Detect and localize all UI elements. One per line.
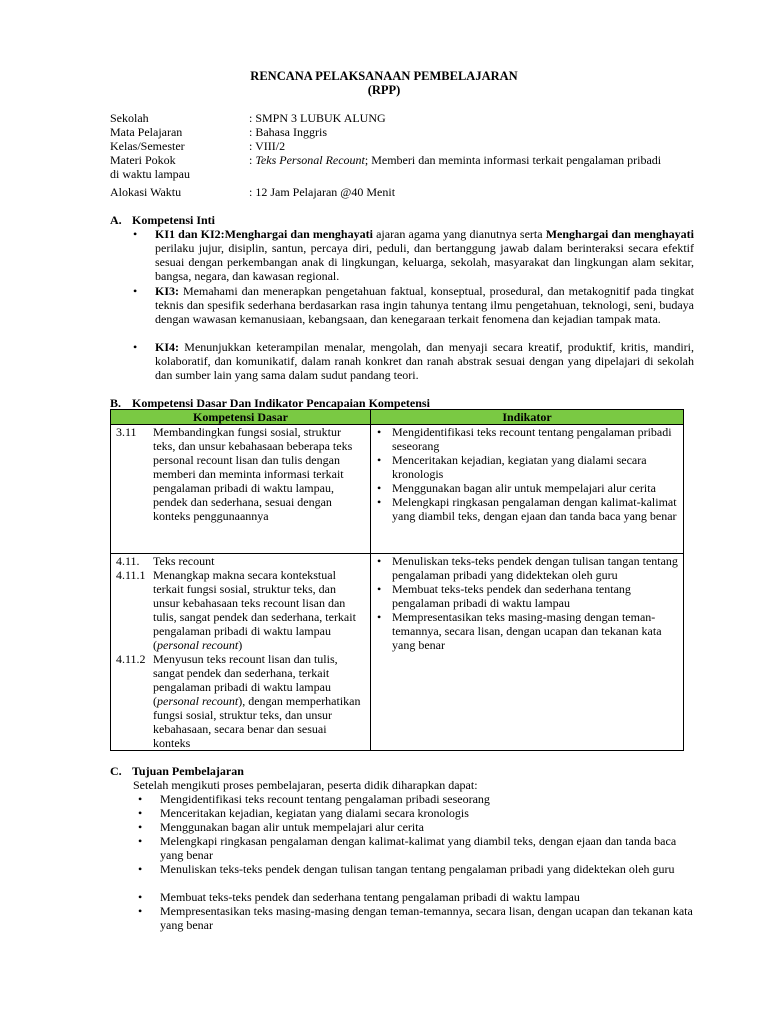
indicator-item: • Melengkapi ringkasan pengalaman dengan kalimat-kalimat yang diambil teks, dengan ejaan dan tanda baca yang benar [377, 495, 677, 523]
info-value: : Teks Personal Recount; Memberi dan meminta informasi terkait pengalaman pribadi [249, 153, 662, 167]
info-value: : VIII/2 [249, 139, 286, 153]
section-a-heading: A. Kompetensi Inti [110, 213, 216, 227]
tujuan-item: • Melengkapi ringkasan pengalaman dengan kalimat-kalimat yang diambil teks, dengan ejaan dan tanda baca yang benar [138, 834, 677, 862]
doc-title: RENCANA PELAKSANAAN PEMBELAJARAN [250, 69, 518, 83]
info-label: Materi Pokok [110, 153, 176, 167]
tujuan-item: • Mengidentifikasi teks recount tentang pengalaman pribadi seseorang [138, 792, 490, 806]
col-indikator: Indikator [371, 410, 684, 425]
doc-subtitle: (RPP) [367, 83, 401, 97]
info-label: Alokasi Waktu [110, 185, 182, 199]
kd-4-11-1: 4.11.1 Menangkap makna secara kontekstual terkait fungsi sosial, struktur teks, dan unsur kebahasaan teks recount lisan dan tulis, sangat pendek dan sederhana, terkait pengalaman pribadi di waktu lampau (personal recount) [116, 568, 356, 652]
section-c-heading: C. Tujuan Pembelajaran [110, 764, 244, 778]
tujuan-item: • Menceritakan kejadian, kegiatan yang dialami secara kronologis [138, 806, 469, 820]
tujuan-item: • Menuliskan teks-teks pendek dengan tulisan tangan tentang pengalaman pribadi yang didektekan oleh guru [138, 862, 675, 876]
indicator-item: • Menceritakan kejadian, kegiatan yang dialami secara kronologis [377, 453, 647, 481]
indicator-cell [371, 425, 684, 554]
info-label: Kelas/Semester [110, 139, 185, 153]
info-label: Sekolah [110, 111, 149, 125]
kd-cell [111, 425, 371, 554]
indicator-cell [371, 554, 684, 751]
indicator-item: • Mengidentifikasi teks recount tentang pengalaman pribadi seseorang [377, 425, 672, 453]
kd-3-11: 3.11 Membandingkan fungsi sosial, struktur teks, dan unsur kebahasaan beberapa teks personal recount lisan dan tulis dengan memberi dan meminta informasi terkait pengalaman pribadi di waktu lampau, pendek dan sederhana, sesuai dengan konteks penggunaannya [116, 425, 353, 523]
section-b-heading: B. Kompetensi Dasar Dan Indikator Pencapaian Kompetensi [110, 396, 430, 410]
col-kompetensi-dasar: Kompetensi Dasar [111, 410, 371, 425]
ki4-paragraph: • KI4: Menunjukkan keterampilan menalar, mengolah, dan menyaji secara kreatif, produktif, kritis, mandiri, kolaboratif, dan komunikatif, dalam ranah konkret dan ranah abstrak sesuai dengan yang dipelajari di sekolah dan sumber lain yang sama dalam sudut pandang teori. [133, 340, 694, 382]
tujuan-intro: Setelah mengikuti proses pembelajaran, peserta didik diharapkan dapat: [133, 778, 478, 792]
info-materi-cont: di waktu lampau [110, 167, 190, 181]
ki3-paragraph: • KI3: Memahami dan menerapkan pengetahuan faktual, konseptual, prosedural, dan metakognitif pada tingkat teknis dan spesifik sederhana berdasarkan rasa ingin tahunya tentang ilmu pengetahuan, teknologi, seni, budaya dengan wawasan kemanusiaan, kebangsaan, dan kenegaraan terkait fenomena dan kejadian tampak mata. [133, 284, 694, 326]
info-value: : Bahasa Inggris [249, 125, 327, 139]
tujuan-item: • Mempresentasikan teks masing-masing dengan teman-temannya, secara lisan, dengan ucapan dan tekanan kata yang benar [138, 904, 693, 932]
info-value: : 12 Jam Pelajaran @40 Menit [249, 185, 396, 199]
indicator-item: • Menggunakan bagan alir untuk mempelajari alur cerita [377, 481, 656, 495]
info-label: Mata Pelajaran [110, 125, 183, 139]
kd-cell [111, 554, 371, 751]
indicator-item: • Mempresentasikan teks masing-masing dengan teman-temannya, secara lisan, dengan ucapan dan tekanan kata yang benar [377, 610, 662, 652]
tujuan-item: • Membuat teks-teks pendek dan sederhana tentang pengalaman pribadi di waktu lampau [138, 890, 580, 904]
kd-4-11-2: 4.11.2 Menyusun teks recount lisan dan tulis, sangat pendek dan sederhana, terkait pengalaman pribadi di waktu lampau (personal recount), dengan memperhatikan fungsi sosial, struktur teks, dan unsur kebahasaan, secara benar dan sesuai konteks [116, 652, 361, 750]
ki12-paragraph: • KI1 dan KI2:Menghargai dan menghayati ajaran agama yang dianutnya serta Menghargai dan menghayati perilaku jujur, disiplin, santun, percaya diri, peduli, dan bertanggung jawab dalam berinteraksi secara efektif sesuai dengan perkembangan anak di lingkungan, keluarga, sekolah, masyarakat dan lingkungan alam sekitar, bangsa, negara, dan kawasan regional. [133, 227, 695, 283]
kd-4-11: 4.11. Teks recount [116, 554, 215, 568]
indicator-item: • Membuat teks-teks pendek dan sederhana tentang pengalaman pribadi di waktu lampau [377, 582, 631, 610]
indicator-item: • Menuliskan teks-teks pendek dengan tulisan tangan tentang pengalaman pribadi yang didektekan oleh guru [377, 554, 678, 582]
kd-indicator-table [110, 409, 684, 751]
info-value: : SMPN 3 LUBUK ALUNG [249, 111, 386, 125]
tujuan-item: • Menggunakan bagan alir untuk mempelajari alur cerita [138, 820, 424, 834]
